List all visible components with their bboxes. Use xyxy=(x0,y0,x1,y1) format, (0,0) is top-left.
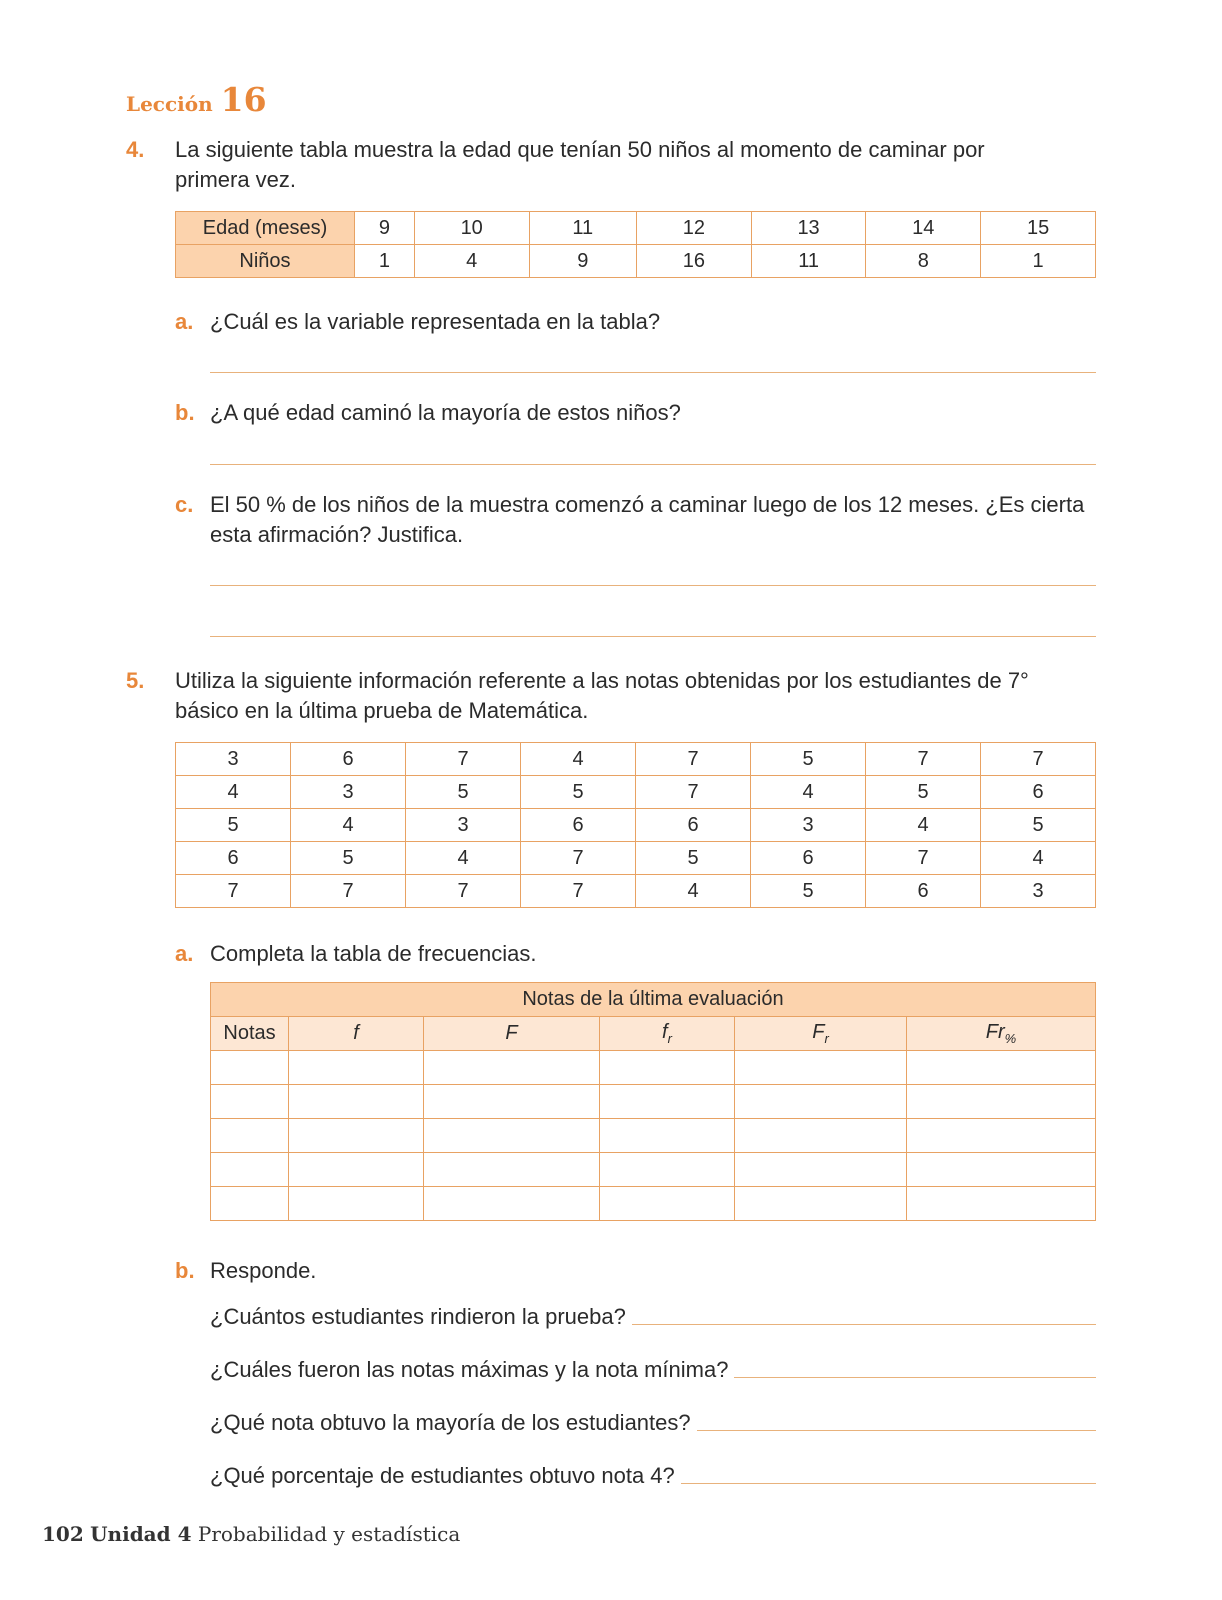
frequency-blank-cell[interactable] xyxy=(600,1051,735,1085)
question-5-line2: básico en la última prueba de Matemática. xyxy=(175,698,589,723)
age-cell: 9 xyxy=(355,212,415,245)
grade-cell: 6 xyxy=(981,776,1096,809)
table-row xyxy=(176,809,1096,842)
grade-cell: 7 xyxy=(176,875,291,908)
question-5-number: 5. xyxy=(126,668,145,693)
q5b-question-2: ¿Cuáles fueron las notas máximas y la nota mínima? xyxy=(210,1355,734,1385)
grade-cell: 6 xyxy=(291,743,406,776)
grade-cell: 7 xyxy=(866,743,981,776)
unit-topic: Probabilidad y estadística xyxy=(197,1522,461,1546)
table-row xyxy=(211,1187,1096,1221)
grade-cell: 7 xyxy=(406,875,521,908)
frequency-blank-cell[interactable] xyxy=(289,1051,424,1085)
grade-cell: 7 xyxy=(521,842,636,875)
q5a-letter: a. xyxy=(175,941,194,966)
grade-cell: 3 xyxy=(751,809,866,842)
age-cell: 10 xyxy=(414,212,529,245)
table-row xyxy=(176,776,1096,809)
children-cell: 16 xyxy=(636,245,751,278)
col-Frp-sub: % xyxy=(1004,1031,1017,1046)
frequency-blank-cell[interactable] xyxy=(289,1187,424,1221)
frequency-blank-cell[interactable] xyxy=(735,1051,907,1085)
frequency-table xyxy=(210,982,1096,1221)
grade-cell: 3 xyxy=(176,743,291,776)
q5b-question-3: ¿Qué nota obtuvo la mayoría de los estudiantes? xyxy=(210,1408,697,1438)
q5b-answer-line-1[interactable] xyxy=(600,1324,1096,1325)
table-row xyxy=(211,1051,1096,1085)
grade-cell: 5 xyxy=(751,743,866,776)
grade-cell: 3 xyxy=(406,809,521,842)
table-row xyxy=(176,743,1096,776)
grade-cell: 4 xyxy=(866,809,981,842)
q5b-question-1: ¿Cuántos estudiantes rindieron la prueba? xyxy=(210,1302,632,1332)
grade-cell: 5 xyxy=(406,776,521,809)
q5b-answer-line-2[interactable] xyxy=(700,1377,1096,1378)
frequency-blank-cell[interactable] xyxy=(211,1085,289,1119)
frequency-blank-cell[interactable] xyxy=(424,1187,600,1221)
q4a-letter: a. xyxy=(175,309,194,334)
age-row-label: Edad (meses) xyxy=(176,212,355,245)
grade-cell: 5 xyxy=(291,842,406,875)
lesson-word: Lección xyxy=(126,92,213,116)
grade-cell: 4 xyxy=(981,842,1096,875)
q4a-text: ¿Cuál es la variable representada en la tabla? xyxy=(210,309,661,334)
frequency-blank-cell[interactable] xyxy=(735,1119,907,1153)
question-5-line1: Utiliza la siguiente información referente a las notas obtenidas por los estudiantes de 7° xyxy=(175,668,1029,693)
frequency-blank-cell[interactable] xyxy=(424,1051,600,1085)
col-Fr-sub: r xyxy=(824,1031,829,1046)
grade-cell: 5 xyxy=(176,809,291,842)
frequency-blank-cell[interactable] xyxy=(211,1153,289,1187)
q5b-letter: b. xyxy=(175,1258,195,1283)
q5b-answer-line-4[interactable] xyxy=(660,1483,1096,1484)
age-cell: 13 xyxy=(751,212,866,245)
table-row xyxy=(211,1153,1096,1187)
q4c-answer-line[interactable] xyxy=(210,585,1096,586)
frequency-blank-cell[interactable] xyxy=(735,1085,907,1119)
q5b-answer-line-3[interactable] xyxy=(680,1430,1096,1431)
grade-cell: 4 xyxy=(751,776,866,809)
children-cell: 11 xyxy=(751,245,866,278)
q4c-text xyxy=(210,490,1084,550)
question-4-text xyxy=(175,135,985,195)
frequency-blank-cell[interactable] xyxy=(907,1153,1096,1187)
question-4-number: 4. xyxy=(126,137,145,162)
page-footer xyxy=(42,1522,460,1546)
col-fr-sub: r xyxy=(667,1031,672,1046)
frequency-blank-cell[interactable] xyxy=(424,1153,600,1187)
grade-cell: 6 xyxy=(866,875,981,908)
col-Frp-main: Fr xyxy=(985,1021,1005,1043)
table-row xyxy=(211,1119,1096,1153)
frequency-blank-cell[interactable] xyxy=(907,1119,1096,1153)
table-row xyxy=(176,212,1096,245)
grades-table xyxy=(175,742,1096,908)
frequency-blank-cell[interactable] xyxy=(211,1119,289,1153)
frequency-blank-cell[interactable] xyxy=(424,1119,600,1153)
frequency-blank-cell[interactable] xyxy=(211,1051,289,1085)
q5a-text: Completa la tabla de frecuencias. xyxy=(210,941,537,966)
table-row xyxy=(176,842,1096,875)
grade-cell: 7 xyxy=(636,743,751,776)
table-row xyxy=(176,875,1096,908)
frequency-blank-cell[interactable] xyxy=(289,1085,424,1119)
col-f: f xyxy=(289,1017,424,1051)
age-cell: 12 xyxy=(636,212,751,245)
age-table xyxy=(175,211,1096,278)
grade-cell: 7 xyxy=(636,776,751,809)
grade-cell: 5 xyxy=(981,809,1096,842)
col-fr-main: f xyxy=(662,1021,668,1043)
children-cell: 9 xyxy=(529,245,636,278)
grade-cell: 7 xyxy=(981,743,1096,776)
age-cell: 11 xyxy=(529,212,636,245)
page-number: 102 xyxy=(42,1522,84,1546)
frequency-blank-cell[interactable] xyxy=(600,1085,735,1119)
table-row xyxy=(211,1085,1096,1119)
q4c-line2: esta afirmación? Justifica. xyxy=(210,522,464,547)
children-cell: 1 xyxy=(981,245,1096,278)
col-fr xyxy=(600,1017,735,1051)
col-Fr xyxy=(735,1017,907,1051)
q4b-answer-line[interactable] xyxy=(210,464,1096,465)
question-5-text xyxy=(175,666,1029,726)
grade-cell: 4 xyxy=(636,875,751,908)
frequency-blank-cell[interactable] xyxy=(735,1153,907,1187)
frequency-blank-cell[interactable] xyxy=(907,1085,1096,1119)
col-notas: Notas xyxy=(211,1017,289,1051)
col-Fr-percent xyxy=(907,1017,1096,1051)
q5b-question-4: ¿Qué porcentaje de estudiantes obtuvo nota 4? xyxy=(210,1461,681,1491)
table-row xyxy=(176,245,1096,278)
children-cell: 4 xyxy=(414,245,529,278)
grade-cell: 5 xyxy=(866,776,981,809)
grade-cell: 4 xyxy=(291,809,406,842)
grade-cell: 7 xyxy=(521,875,636,908)
grade-cell: 4 xyxy=(521,743,636,776)
q4c-letter: c. xyxy=(175,492,194,517)
grade-cell: 3 xyxy=(981,875,1096,908)
frequency-table-title: Notas de la última evaluación xyxy=(211,983,1096,1017)
age-cell: 14 xyxy=(866,212,981,245)
grade-cell: 5 xyxy=(751,875,866,908)
frequency-blank-cell[interactable] xyxy=(600,1153,735,1187)
frequency-blank-cell[interactable] xyxy=(600,1119,735,1153)
grade-cell: 6 xyxy=(521,809,636,842)
grade-cell: 7 xyxy=(866,842,981,875)
question-4-line1: La siguiente tabla muestra la edad que tenían 50 niños al momento de caminar por xyxy=(175,137,985,162)
lesson-header xyxy=(126,80,267,119)
frequency-blank-cell[interactable] xyxy=(907,1187,1096,1221)
frequency-blank-cell[interactable] xyxy=(907,1051,1096,1085)
grade-cell: 6 xyxy=(636,809,751,842)
question-4-line2: primera vez. xyxy=(175,167,297,192)
table-row xyxy=(211,1017,1096,1051)
frequency-blank-cell[interactable] xyxy=(735,1187,907,1221)
q4b-text: ¿A qué edad caminó la mayoría de estos niños? xyxy=(210,400,681,425)
grade-cell: 4 xyxy=(176,776,291,809)
grade-cell: 5 xyxy=(636,842,751,875)
frequency-blank-cell[interactable] xyxy=(424,1085,600,1119)
grade-cell: 5 xyxy=(521,776,636,809)
q4c-answer-line[interactable] xyxy=(210,636,1096,637)
q4c-line1: El 50 % de los niños de la muestra comenzó a caminar luego de los 12 meses. ¿Es cierta xyxy=(210,492,1085,517)
table-row xyxy=(211,983,1096,1017)
grade-cell: 3 xyxy=(291,776,406,809)
q4a-answer-line[interactable] xyxy=(210,372,1096,373)
grade-cell: 6 xyxy=(176,842,291,875)
frequency-blank-cell[interactable] xyxy=(289,1119,424,1153)
frequency-table-body xyxy=(211,1051,1096,1221)
grade-cell: 7 xyxy=(406,743,521,776)
q5b-text: Responde. xyxy=(210,1258,317,1283)
frequency-blank-cell[interactable] xyxy=(211,1187,289,1221)
frequency-blank-cell[interactable] xyxy=(600,1187,735,1221)
q4b-letter: b. xyxy=(175,400,195,425)
children-cell: 8 xyxy=(866,245,981,278)
unit-label: Unidad 4 xyxy=(90,1522,192,1546)
grades-table-body xyxy=(176,743,1096,908)
children-row-label: Niños xyxy=(176,245,355,278)
grade-cell: 6 xyxy=(751,842,866,875)
grade-cell: 4 xyxy=(406,842,521,875)
children-cell: 1 xyxy=(355,245,415,278)
col-Fr-main: F xyxy=(812,1021,825,1043)
grade-cell: 7 xyxy=(291,875,406,908)
col-F: F xyxy=(424,1017,600,1051)
frequency-blank-cell[interactable] xyxy=(289,1153,424,1187)
age-cell: 15 xyxy=(981,212,1096,245)
lesson-number: 16 xyxy=(220,80,267,119)
